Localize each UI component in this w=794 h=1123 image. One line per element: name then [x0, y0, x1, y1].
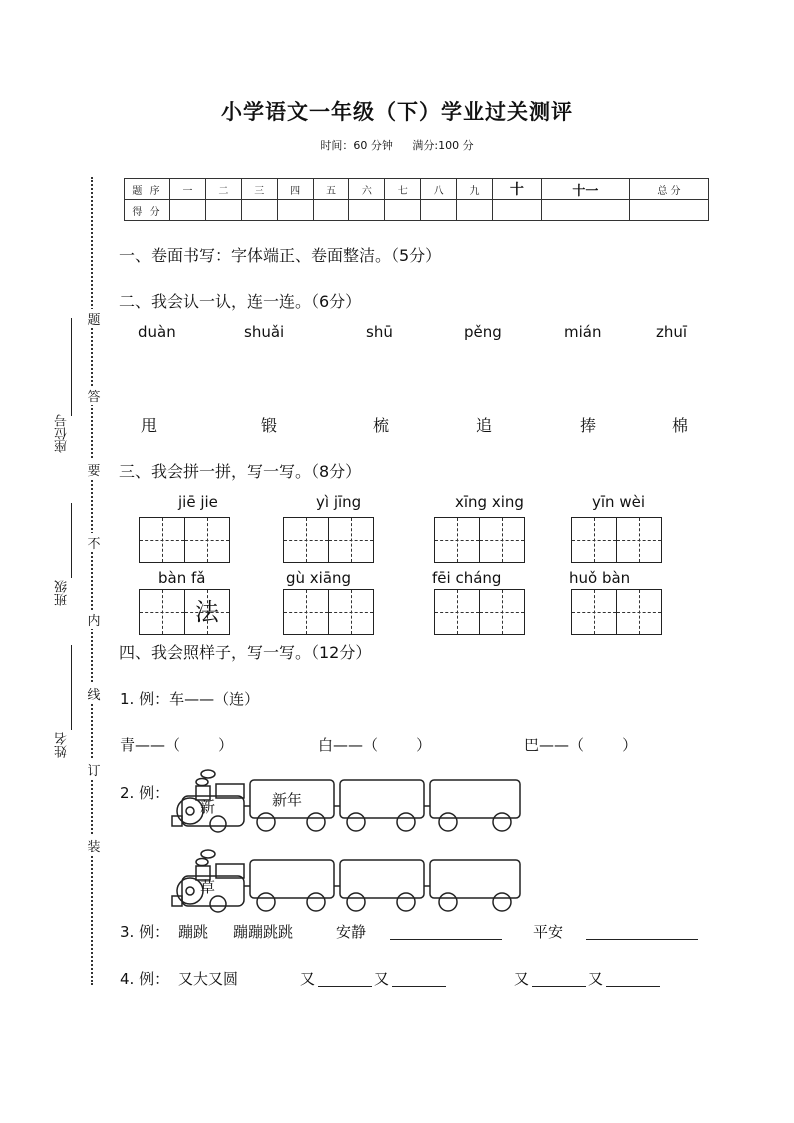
score-cell[interactable]	[541, 200, 629, 221]
pinyin-prompt: yì jīng	[316, 493, 362, 511]
name-label: 姓名	[55, 732, 70, 758]
grid-cell[interactable]	[185, 518, 229, 562]
writing-grid[interactable]	[571, 517, 662, 563]
train2-engine-char: 草	[200, 878, 216, 896]
pinyin-word: mián	[564, 323, 602, 341]
score-col-header: 一	[170, 179, 206, 200]
binding-dotted-line	[91, 177, 93, 985]
section3-title: 三、我会拼一拼，写一写。（8分）	[119, 462, 362, 481]
q4-you: 又	[300, 970, 316, 988]
grid-cell[interactable]	[284, 518, 329, 562]
score-col-header: 十一	[541, 179, 629, 200]
seal-char: 题	[87, 309, 101, 328]
q4-label: 4. 例：	[120, 970, 170, 988]
grid-cell[interactable]	[572, 518, 617, 562]
grid-cell[interactable]	[284, 590, 329, 634]
section1-title: 一、卷面书写：字体端正、卷面整洁。（5分）	[119, 246, 442, 265]
seal-char: 装	[87, 836, 101, 855]
grid-cell[interactable]	[480, 518, 524, 562]
seal-char: 不	[87, 533, 101, 552]
score-table	[124, 178, 709, 221]
class-line[interactable]	[71, 503, 72, 578]
q4-answer-blank[interactable]	[392, 970, 446, 987]
class-label: 班级	[55, 580, 70, 606]
q4-you: 又	[514, 970, 530, 988]
score-cell[interactable]	[349, 200, 385, 221]
score-cell[interactable]	[492, 200, 541, 221]
q1-item[interactable]: 青——（ ）	[120, 736, 234, 754]
hanzi-char[interactable]: 梳	[373, 416, 390, 435]
score-cell[interactable]	[457, 200, 493, 221]
pinyin-prompt: huǒ bàn	[569, 569, 631, 587]
pinyin-prompt: yīn wèi	[592, 493, 645, 511]
q1-example: 1. 例：车——（连）	[120, 690, 260, 708]
writing-grid[interactable]	[434, 517, 525, 563]
score-col-header: 八	[421, 179, 457, 200]
score-table-row-label: 得 分	[125, 200, 170, 221]
q4-you: 又	[588, 970, 604, 988]
train1-engine-char: 新	[200, 798, 216, 816]
pinyin-prompt: fēi cháng	[432, 569, 502, 587]
train-illustration	[170, 766, 530, 836]
q4-you: 又	[374, 970, 390, 988]
grid-cell[interactable]	[140, 590, 185, 634]
q3-word: 平安	[533, 923, 564, 941]
hanzi-char[interactable]: 追	[476, 416, 493, 435]
q4-answer-blank[interactable]	[532, 970, 586, 987]
pinyin-prompt: gù xiāng	[286, 569, 352, 587]
section2-title: 二、我会认一认，连一连。（6分）	[119, 292, 362, 311]
name-line[interactable]	[71, 645, 72, 730]
score-col-header: 十	[492, 179, 541, 200]
writing-grid[interactable]	[283, 517, 374, 563]
score-cell[interactable]	[170, 200, 206, 221]
q4-example: 又大又圆	[178, 970, 239, 988]
grid-cell-char: 法	[195, 598, 219, 626]
q3-answer-blank[interactable]	[586, 923, 698, 940]
grid-cell[interactable]	[329, 518, 373, 562]
hanzi-char[interactable]: 捧	[580, 416, 597, 435]
writing-grid[interactable]	[283, 589, 374, 635]
pinyin-word: shuǎi	[244, 323, 285, 341]
grid-cell[interactable]	[435, 518, 480, 562]
score-cell[interactable]	[313, 200, 349, 221]
writing-grid[interactable]	[139, 589, 230, 635]
q3-label: 3. 例：	[120, 923, 170, 941]
q1-item[interactable]: 巴——（ ）	[524, 736, 638, 754]
score-col-header: 五	[313, 179, 349, 200]
pinyin-prompt: xīng xing	[455, 493, 524, 511]
pinyin-word: shū	[366, 323, 393, 341]
hanzi-char[interactable]: 锻	[261, 416, 278, 435]
grid-cell[interactable]	[572, 590, 617, 634]
grid-cell[interactable]	[480, 590, 524, 634]
hanzi-char[interactable]: 甩	[141, 416, 158, 435]
exam-full-score: 满分:100 分	[412, 139, 474, 152]
grid-cell[interactable]	[329, 590, 373, 634]
score-cell[interactable]	[629, 200, 708, 221]
score-col-header: 七	[385, 179, 421, 200]
score-cell[interactable]	[421, 200, 457, 221]
writing-grid[interactable]	[139, 517, 230, 563]
pinyin-word: zhuī	[656, 323, 688, 341]
grid-cell[interactable]	[435, 590, 480, 634]
q1-item[interactable]: 白——（ ）	[318, 736, 432, 754]
seat-number-line[interactable]	[71, 318, 72, 416]
seal-char: 内	[87, 610, 101, 629]
pinyin-prompt: bàn fǎ	[158, 569, 206, 587]
section4-title: 四、我会照样子，写一写。（12分）	[119, 643, 372, 662]
grid-cell[interactable]	[140, 518, 185, 562]
writing-grid[interactable]	[434, 589, 525, 635]
page-title: 小学语文一年级（下）学业过关测评	[221, 100, 573, 124]
score-col-header: 四	[277, 179, 313, 200]
score-cell[interactable]	[205, 200, 241, 221]
q3-word: 安静	[336, 923, 367, 941]
score-table-header-row	[125, 179, 709, 200]
pinyin-word: duàn	[138, 323, 176, 341]
seat-number-label: 座位号	[55, 414, 70, 453]
grid-cell[interactable]	[617, 590, 661, 634]
exam-time: 时间：60 分钟	[320, 139, 393, 152]
pinyin-word: pěng	[464, 323, 502, 341]
score-col-header: 六	[349, 179, 385, 200]
grid-cell[interactable]	[617, 518, 661, 562]
train1-car1-word: 新年	[272, 791, 303, 809]
score-table-row-label: 题 序	[125, 179, 170, 200]
q2-label: 2. 例：	[120, 784, 170, 802]
exam-info	[0, 137, 794, 153]
score-col-header: 二	[205, 179, 241, 200]
q4-answer-blank[interactable]	[606, 970, 660, 987]
score-col-header: 三	[241, 179, 277, 200]
writing-grid[interactable]	[571, 589, 662, 635]
score-table-score-row	[125, 200, 709, 221]
q3-answer-blank[interactable]	[390, 923, 502, 940]
q4-answer-blank[interactable]	[318, 970, 372, 987]
seal-char: 订	[87, 760, 101, 779]
score-cell[interactable]	[241, 200, 277, 221]
seal-char: 答	[87, 386, 101, 405]
train-illustration	[170, 846, 530, 916]
seal-char: 要	[87, 460, 101, 479]
score-col-header: 总 分	[629, 179, 708, 200]
hanzi-char[interactable]: 棉	[672, 416, 689, 435]
pinyin-prompt: jiē jie	[178, 493, 218, 511]
seal-char: 线	[87, 684, 101, 703]
score-col-header: 九	[457, 179, 493, 200]
score-cell[interactable]	[385, 200, 421, 221]
grid-cell[interactable]	[185, 590, 229, 634]
score-cell[interactable]	[277, 200, 313, 221]
q3-example-b: 蹦蹦跳跳	[233, 923, 294, 941]
q3-example-a: 蹦跳	[178, 923, 209, 941]
